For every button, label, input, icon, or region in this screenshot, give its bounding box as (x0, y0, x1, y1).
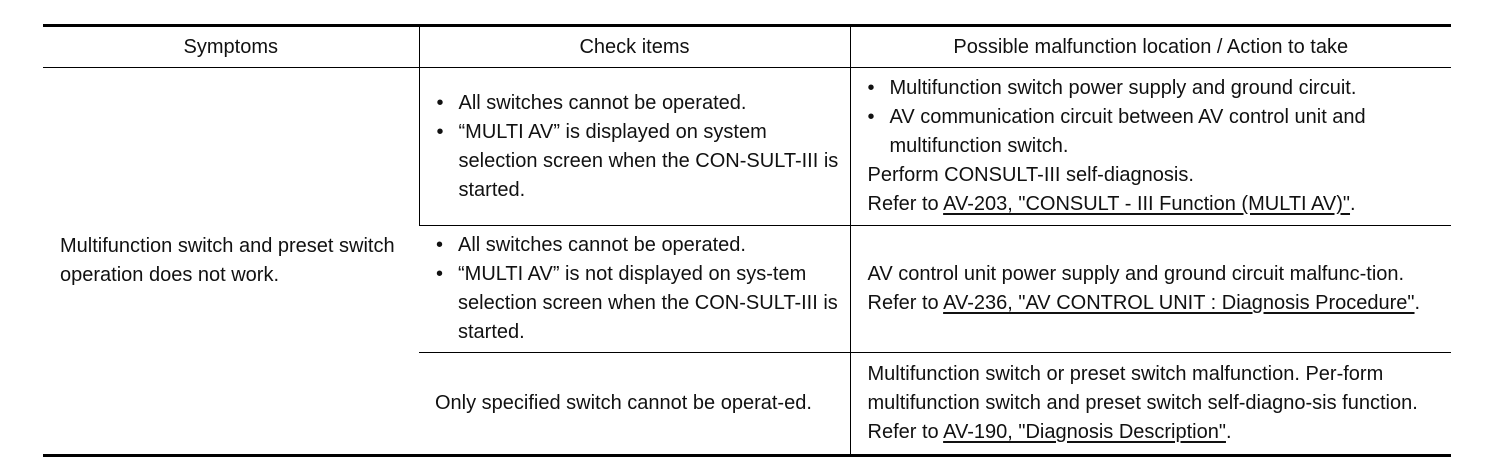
action-text-body: Multifunction switch or preset switch malfunction. Per-form multifunction switch and preset switch self-diagno-sis function. Refer to (867, 363, 1418, 443)
reference-suffix: . (1414, 292, 1421, 314)
check-item: • “MULTI AV” is not displayed on sys-tem selection screen when the CON-SULT-III is started. (435, 260, 840, 347)
reference-prefix: Refer to (867, 193, 944, 215)
check-items-cell (419, 68, 850, 226)
action-item: • AV communication circuit between AV control unit and multifunction switch. (868, 103, 1444, 161)
reference-link[interactable]: AV-203, "CONSULT - III Function (MULTI AV)" (943, 193, 1351, 215)
check-items-cell: Only specified switch cannot be operat-ed. (435, 392, 812, 414)
action-cell (850, 68, 1451, 226)
action-reference (868, 190, 1444, 219)
action-cell (850, 226, 1451, 353)
action-text-body: AV control unit power supply and ground circuit malfunc-tion. Refer to (867, 263, 1405, 314)
action-cell (850, 353, 1451, 456)
action-text (868, 360, 1444, 447)
check-items-list (435, 231, 840, 347)
symptom-cell: Multifunction switch and preset switch operation does not work. (60, 235, 395, 286)
reference-link[interactable]: AV-236, "AV CONTROL UNIT : Diagnosis Procedure" (943, 292, 1415, 314)
reference-link[interactable]: AV-190, "Diagnosis Description" (943, 421, 1226, 443)
table-header-row (43, 26, 1451, 68)
check-item: • All switches cannot be operated. (435, 231, 840, 260)
diagnosis-table (43, 24, 1451, 457)
action-item: • Multifunction switch power supply and ground circuit. (868, 74, 1444, 103)
reference-suffix: . (1225, 421, 1232, 443)
header-symptoms: Symptoms (43, 26, 419, 68)
table-row (43, 68, 1451, 226)
reference-suffix: . (1350, 193, 1356, 215)
header-check-items: Check items (419, 26, 850, 68)
check-items-list (436, 89, 840, 205)
action-text (868, 260, 1444, 318)
check-item: • All switches cannot be operated. (436, 89, 840, 118)
action-list (868, 74, 1444, 161)
check-items-cell (419, 226, 850, 353)
header-action: Possible malfunction location / Action to take (850, 26, 1451, 68)
action-text: Perform CONSULT-III self-diagnosis. (867, 164, 1194, 186)
check-item: • “MULTI AV” is displayed on system selection screen when the CON-SULT-III is started. (436, 118, 840, 205)
